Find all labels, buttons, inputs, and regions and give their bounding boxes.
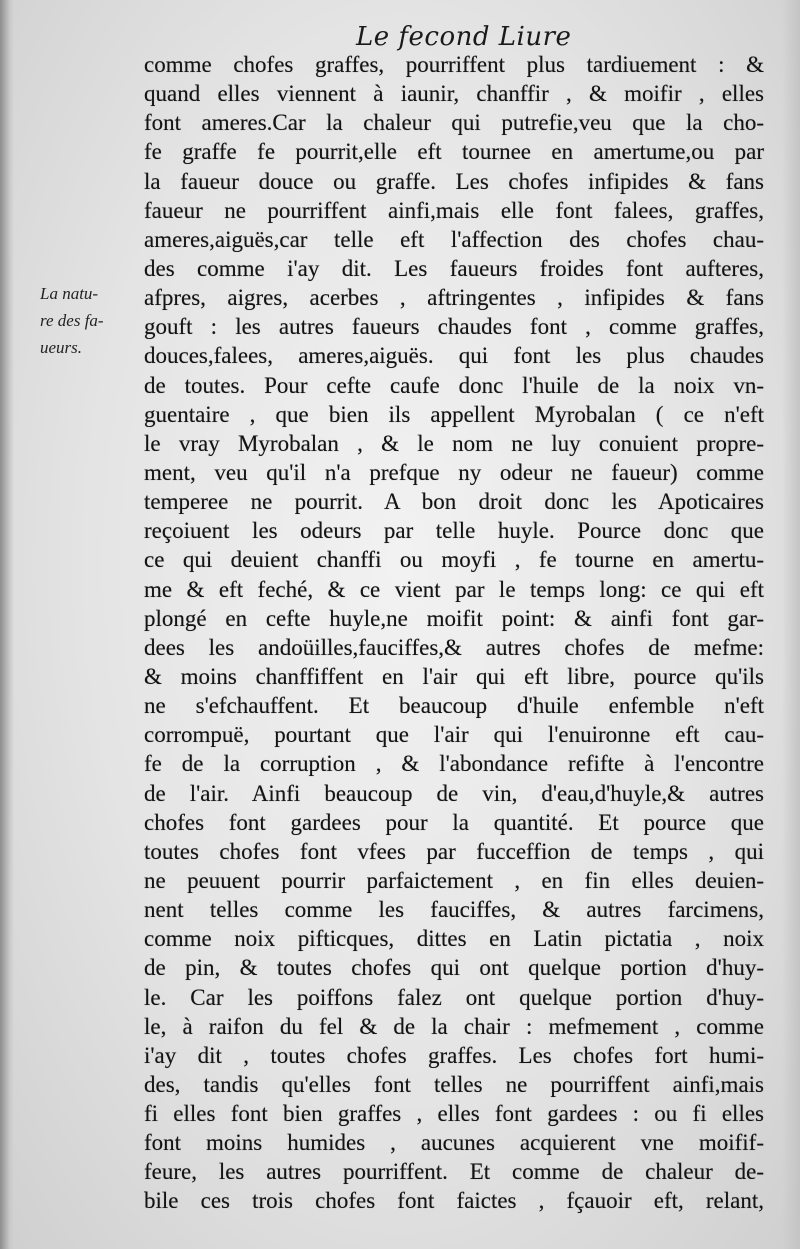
- text-line: le, à raifon du fel & de la chair : mefmement , comme: [144, 1013, 764, 1039]
- text-line: la faueur douce ou graffe. Les chofes infipides & fans: [144, 168, 764, 194]
- text-line: ne peuuent pourrir parfaictement , en fin elles deuien-: [144, 867, 764, 893]
- page-edge-shadow: [782, 0, 800, 1249]
- text-line: le. Car les poiffons falez ont quelque portion d'huy-: [144, 984, 764, 1010]
- text-line: comme noix pifticques, dittes en Latin pictatia , noix: [144, 926, 764, 952]
- text-line: ment, veu qu'il n'a prefque ny odeur ne faueur) comme: [144, 459, 764, 485]
- text-line: font moins humides , aucunes acquierent vne moifif-: [144, 1130, 764, 1156]
- text-line: quand elles viennent à iaunir, chanffir , & moifir , elles: [144, 81, 764, 107]
- text-line: chofes font gardees pour la quantité. Et pource que: [144, 809, 764, 835]
- text-line: dees les andoüilles,fauciffes,& autres chofes de mefme:: [144, 634, 764, 660]
- text-line: corrompuë, pourtant que l'air qui l'enuironne eft cau-: [144, 722, 764, 748]
- text-line: guentaire , que bien ils appellent Myrobalan ( ce n'eft: [144, 401, 764, 427]
- text-line: me & eft feché, & ce vient par le temps long: ce qui eft: [144, 576, 764, 602]
- text-line: nent telles comme les fauciffes, & autres farcimens,: [144, 897, 764, 923]
- text-line: douces,falees, ameres,aiguës. qui font les plus chaudes: [144, 343, 764, 369]
- text-line: font ameres.Car la chaleur qui putrefie,veu que la cho-: [144, 110, 764, 136]
- page-gutter-shadow: [0, 0, 14, 1249]
- text-line: fe graffe fe pourrit,elle eft tournee en amertume,ou par: [144, 139, 764, 165]
- text-line: feure, les autres pourriffent. Et comme de chaleur de-: [144, 1159, 764, 1185]
- text-line: le vray Myrobalan , & le nom ne luy conuient propre-: [144, 430, 764, 456]
- margin-note: [40, 280, 150, 361]
- text-line: plongé en cefte huyle,ne moifit point: & ainfi font gar-: [144, 605, 764, 631]
- text-line: de pin, & toutes chofes qui ont quelque portion d'huy-: [144, 955, 764, 981]
- text-line: faueur ne pourriffent ainfi,mais elle font falees, graffes,: [144, 197, 764, 223]
- text-line: gouft : les autres faueurs chaudes font , comme graffes,: [144, 314, 764, 340]
- text-line: comme chofes graffes, pourriffent plus tardiuement : &: [144, 52, 764, 77]
- text-line: des, tandis qu'elles font telles ne pourriffent ainfi,mais: [144, 1071, 764, 1097]
- text-line: ce qui deuient chanffi ou moyfi , fe tourne en amertu-: [144, 547, 764, 573]
- text-line: des comme i'ay dit. Les faueurs froides font aufteres,: [144, 255, 764, 281]
- text-line: bile ces trois chofes font faictes , fçauoir eft, relant,: [144, 1188, 764, 1214]
- text-line: ne s'efchauffent. Et beaucoup d'huile enfemble n'eft: [144, 693, 764, 719]
- text-line: & moins chanffiffent en l'air qui eft libre, pource qu'ils: [144, 663, 764, 689]
- margin-note-line: La natu-: [40, 284, 99, 303]
- text-line: fi elles font bien graffes , elles font gardees : ou fi elles: [144, 1101, 764, 1127]
- body-text: [144, 50, 764, 1216]
- text-line: fe de la corruption , & l'abondance refifte à l'encontre: [144, 751, 764, 777]
- margin-note-line: re des fa-: [40, 311, 104, 330]
- text-line: temperee ne pourrit. A bon droit donc les Apoticaires: [144, 489, 764, 515]
- text-line: afpres, aigres, acerbes , aftringentes , infipides & fans: [144, 285, 764, 311]
- running-head: Le fecond Liure: [356, 22, 572, 52]
- text-line: toutes chofes font vfees par fucceffion de temps , qui: [144, 838, 764, 864]
- text-line: de l'air. Ainfi beaucoup de vin, d'eau,d'huyle,& autres: [144, 780, 764, 806]
- text-line: reçoiuent les odeurs par telle huyle. Pource donc que: [144, 518, 764, 544]
- text-line: i'ay dit , toutes chofes graffes. Les chofes fort humi-: [144, 1042, 764, 1068]
- text-line: de toutes. Pour cefte caufe donc l'huile de la noix vn-: [144, 372, 764, 398]
- text-line: ameres,aiguës,car telle eft l'affection des chofes chau-: [144, 226, 764, 252]
- margin-note-line: ueurs.: [40, 338, 83, 357]
